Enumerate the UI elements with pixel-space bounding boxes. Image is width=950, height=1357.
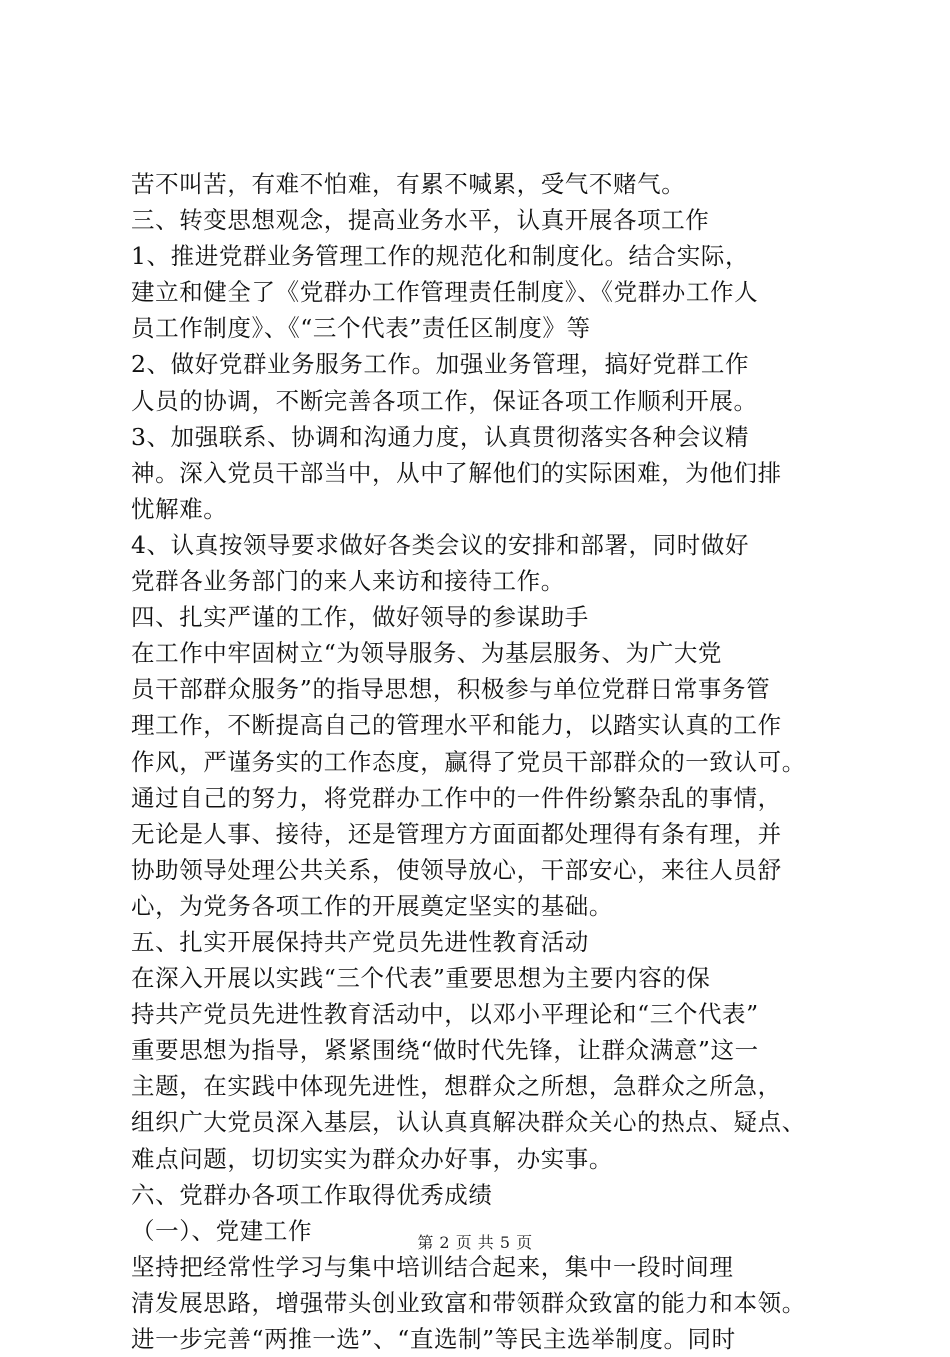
text-line: 在深入开展以实践“三个代表”重要思想为主要内容的保 xyxy=(131,964,711,993)
page-number-footer: 第 2 页 共 5 页 xyxy=(417,1233,533,1252)
text-line: 坚持把经常性学习与集中培训结合起来，集中一段时间理 xyxy=(131,1252,734,1281)
text-line: 员工作制度》、《“三个代表”责任区制度》等 xyxy=(131,314,591,343)
text-line: 持共产党员先进性教育活动中，以邓小平理论和“三个代表” xyxy=(131,1000,759,1029)
body-text xyxy=(131,166,851,1357)
text-line: 组织广大党员深入基层，认认真真解决群众关心的热点、疑点、 xyxy=(131,1108,806,1137)
text-line: 清发展思路，增强带头创业致富和带领群众致富的能力和本领。 xyxy=(131,1288,806,1317)
section-heading-5: 五、扎实开展保持共产党员先进性教育活动 xyxy=(131,927,589,956)
text-line: 神。深入党员干部当中，从中了解他们的实际困难，为他们排 xyxy=(131,458,782,487)
section-heading-6: 六、党群办各项工作取得优秀成绩 xyxy=(131,1180,493,1209)
text-line: 党群各业务部门的来人来访和接待工作。 xyxy=(131,567,565,596)
text-line: 通过自己的努力，将党群办工作中的一件件纷繁杂乱的事情， xyxy=(131,783,782,812)
text-line: 作风，严谨务实的工作态度，赢得了党员干部群众的一致认可。 xyxy=(131,747,806,776)
text-line: 在工作中牢固树立“为领导服务、为基层服务、为广大党 xyxy=(131,639,723,668)
section-heading-3: 三、转变思想观念，提高业务水平，认真开展各项工作 xyxy=(131,206,710,235)
text-line: 2、做好党群业务服务工作。加强业务管理，搞好党群工作 xyxy=(131,350,750,379)
text-line: 建立和健全了《党群办工作管理责任制度》、《党群办工作人 xyxy=(131,278,759,307)
text-line: 1、推进党群业务管理工作的规范化和制度化。结合实际， xyxy=(131,242,750,271)
text-line: 难点问题，切切实实为群众办好事，办实事。 xyxy=(131,1144,613,1173)
text-line: 苦不叫苦，有难不怕难，有累不喊累，受气不赌气。 xyxy=(131,170,686,198)
text-line: 员干部群众服务”的指导思想，积极参与单位党群日常事务管 xyxy=(131,675,771,704)
text-line: 协助领导处理公共关系，使领导放心，干部安心，来往人员舒 xyxy=(131,855,782,884)
text-line: 4、认真按领导要求做好各类会议的安排和部署，同时做好 xyxy=(131,530,750,559)
text-line: 进一步完善“两推一选”、“直选制”等民主选举制度。同时 xyxy=(131,1325,736,1353)
text-line: 3、加强联系、协调和沟通力度，认真贯彻落实各种会议精 xyxy=(131,422,750,451)
text-line: 重要思想为指导，紧紧围绕“做时代先锋，让群众满意”这一 xyxy=(131,1036,759,1065)
subsection-heading: （一）、党建工作 xyxy=(131,1216,313,1245)
text-line: 主题，在实践中体现先进性，想群众之所想，急群众之所急， xyxy=(131,1072,782,1101)
text-line: 理工作，不断提高自己的管理水平和能力，以踏实认真的工作 xyxy=(131,711,782,740)
text-line: 心，为党务各项工作的开展奠定坚实的基础。 xyxy=(131,891,613,920)
text-line: 忧解难。 xyxy=(131,494,228,523)
text-line: 无论是人事、接待，还是管理方方面面都处理得有条有理，并 xyxy=(131,819,782,848)
section-heading-4: 四、扎实严谨的工作，做好领导的参谋助手 xyxy=(131,603,589,632)
text-line: 人员的协调，不断完善各项工作，保证各项工作顺利开展。 xyxy=(131,386,758,415)
